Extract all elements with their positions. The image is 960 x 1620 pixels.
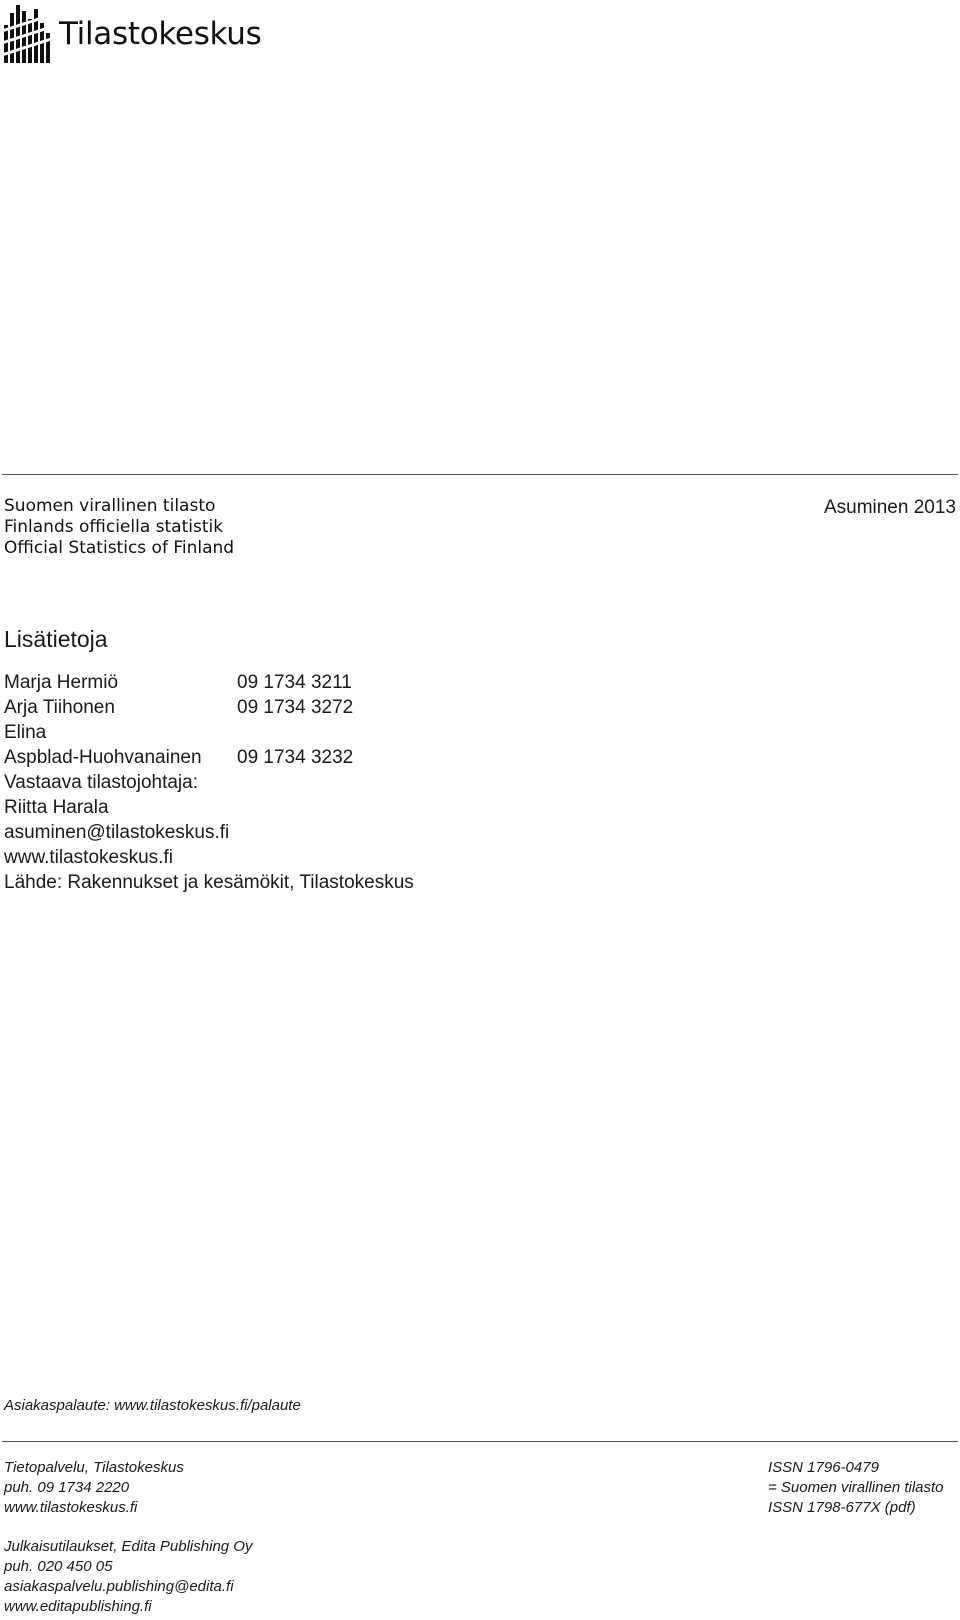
series-name-sv: Finlands officiella statistik xyxy=(4,517,224,537)
contact-name: Aspblad-Huohvanainen xyxy=(4,747,202,768)
contact-phone[interactable]: 09 1734 3272 xyxy=(237,697,354,718)
info-service xyxy=(4,1458,184,1518)
issn-block xyxy=(768,1458,944,1518)
contact-row xyxy=(4,745,414,770)
top-divider xyxy=(2,474,958,475)
publisher-website[interactable]: www.editapublishing.fi xyxy=(4,1598,152,1615)
source-text: Lähde: Rakennukset ja kesämökit, Tilastokeskus xyxy=(4,872,414,893)
logo-text: Tilastokeskus xyxy=(59,16,262,52)
publisher-name: Julkaisutilaukset, Edita Publishing Oy xyxy=(4,1538,253,1555)
series-name-en: Official Statistics of Finland xyxy=(4,538,235,558)
email-link[interactable]: asuminen@tilastokeskus.fi xyxy=(4,822,230,843)
info-service-website[interactable]: www.tilastokeskus.fi xyxy=(4,1499,138,1516)
info-heading: Lisätietoja xyxy=(4,626,108,652)
issn-series: = Suomen virallinen tilasto xyxy=(768,1479,944,1496)
contact-name: Arja Tiihonen xyxy=(4,697,115,718)
contact-phone[interactable]: 09 1734 3232 xyxy=(237,747,354,768)
publication-title: Asuminen 2013 xyxy=(823,497,956,518)
website-link[interactable]: www.tilastokeskus.fi xyxy=(4,847,173,868)
contact-list xyxy=(4,670,414,895)
series-name-fi: Suomen virallinen tilasto xyxy=(4,496,216,516)
contact-row xyxy=(4,695,414,720)
contact-phone[interactable]: 09 1734 3211 xyxy=(237,672,352,693)
contact-row xyxy=(4,670,414,695)
director-label: Vastaava tilastojohtaja: xyxy=(4,772,198,793)
feedback-link[interactable]: Asiakaspalaute: www.tilastokeskus.fi/palaute xyxy=(4,1397,301,1414)
publisher-block xyxy=(4,1537,252,1617)
info-service-name: Tietopalvelu, Tilastokeskus xyxy=(4,1459,184,1476)
publisher-phone[interactable]: puh. 020 450 05 xyxy=(4,1558,113,1575)
info-service-phone[interactable]: puh. 09 1734 2220 xyxy=(4,1479,130,1496)
logo xyxy=(2,2,272,66)
publisher-email[interactable]: asiakaspalvelu.publishing@edita.fi xyxy=(4,1578,234,1595)
bottom-divider xyxy=(2,1441,958,1442)
contact-name: Marja Hermiö xyxy=(4,672,119,693)
issn-pdf: ISSN 1798-677X (pdf) xyxy=(768,1499,916,1516)
issn-print: ISSN 1796-0479 xyxy=(768,1459,879,1476)
series-names xyxy=(4,496,234,559)
tilastokeskus-logo-icon xyxy=(2,3,54,65)
contact-row xyxy=(4,720,414,745)
contact-name: Elina xyxy=(4,722,47,743)
director-name: Riitta Harala xyxy=(4,797,109,818)
